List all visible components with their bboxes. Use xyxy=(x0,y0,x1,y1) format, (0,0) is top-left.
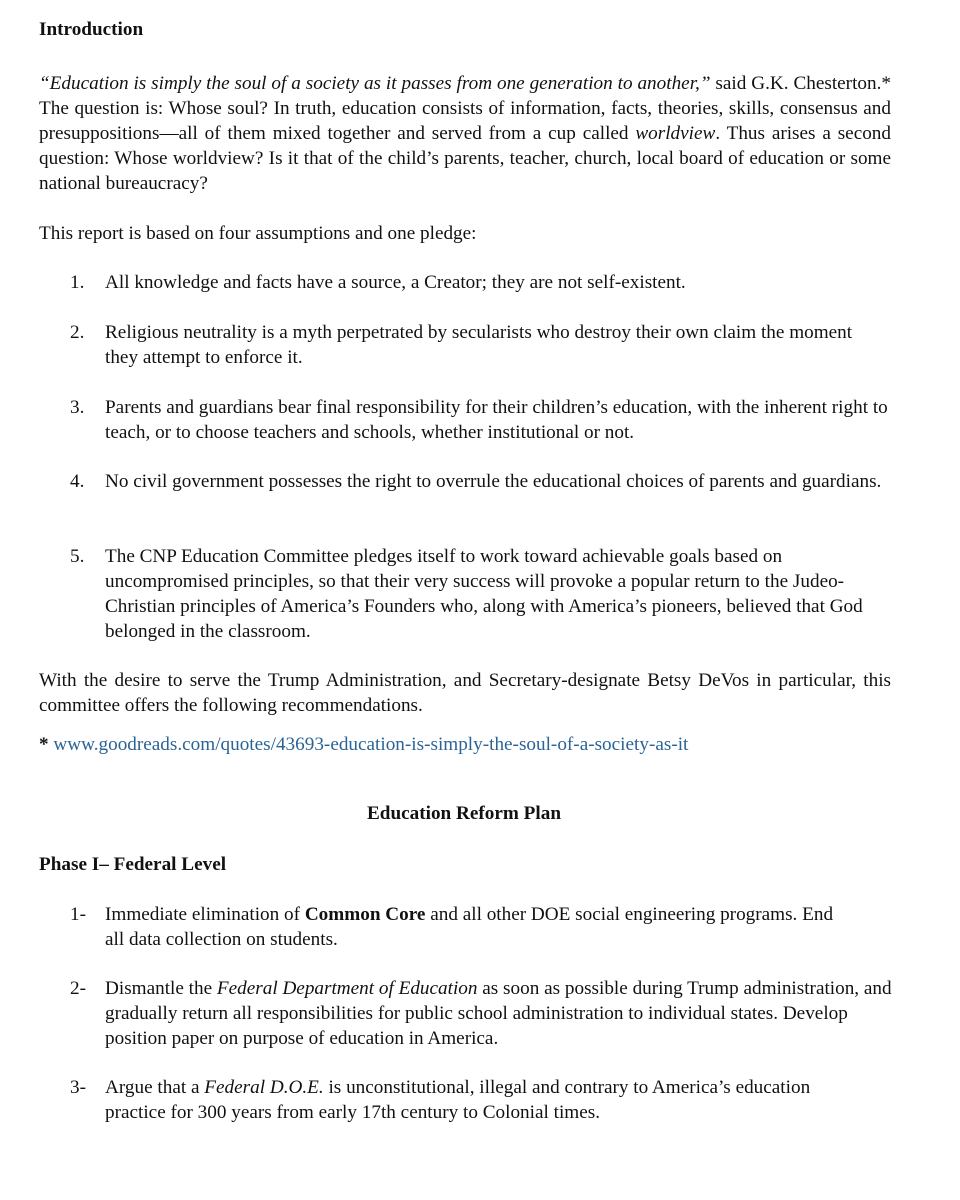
list-item-number: 5. xyxy=(70,546,85,567)
footnote-mark: * xyxy=(39,734,49,755)
list-item: Religious neutrality is a myth perpetrated by secularists who destroy their own claim the moment they attempt to enforce it. xyxy=(105,322,853,368)
closing-paragraph: With the desire to serve the Trump Administration, and Secretary-designate Betsy DeVos in particular, this committee offers the following recommendations. xyxy=(39,670,891,716)
intro-text-b: . Thus arises a second question: Whose worldview? Is it that of the child’s parents, teacher, church, local board of education or some national bureaucracy? xyxy=(39,123,891,194)
plan-item-text: Immediate elimination of xyxy=(105,904,305,925)
list-item-number: 3. xyxy=(70,397,85,418)
plan-item-text: and all other DOE social engineering programs. End all data collection on students. xyxy=(105,904,834,950)
chesterton-quote: “Education is simply the soul of a society as it passes from one generation to another,” xyxy=(39,73,711,94)
list-item: All knowledge and facts have a source, a Creator; they are not self-existent. xyxy=(105,272,686,293)
plan-item-number: 1- xyxy=(70,904,86,925)
plan-item-text: as soon as possible during Trump administration, and gradually return all responsibilities for public school administration to individual states. Develop position paper on purpose of education in America. xyxy=(105,978,892,1049)
plan-item xyxy=(105,1075,835,1125)
list-item-number: 4. xyxy=(70,471,85,492)
common-core-term: Common Core xyxy=(304,904,426,925)
plan-item-text: Argue that a xyxy=(105,1077,205,1098)
federal-doe-term: Federal Department of Education xyxy=(216,978,478,999)
list-item: No civil government possesses the right to overrule the educational choices of parents and guardians. xyxy=(105,471,882,492)
footnote xyxy=(39,732,891,757)
list-item: The CNP Education Committee pledges itself to work toward achievable goals based on uncompromised principles, so that their very success will provoke a popular return to the Judeo-Christian principles of America’s Founders who, along with America’s pioneers, believed that God belonged in the classroom. xyxy=(105,546,863,642)
list-item-number: 2. xyxy=(70,322,85,343)
plan-item-number: 2- xyxy=(70,978,86,999)
plan-item-text: is unconstitutional, illegal and contrary to America’s education practice for 300 years from early 17th century to Colonial times. xyxy=(105,1077,811,1123)
plan-title: Education Reform Plan xyxy=(366,803,561,824)
plan-item-number: 3- xyxy=(70,1077,86,1098)
federal-doe-abbrev-term: Federal D.O.E. xyxy=(204,1077,324,1098)
footnote-link[interactable]: www.goodreads.com/quotes/43693-education-is-simply-the-soul-of-a-society-as-it xyxy=(53,734,689,755)
plan-item-text: Dismantle the xyxy=(105,978,217,999)
plan-item xyxy=(105,902,845,952)
phase-heading: Phase I– Federal Level xyxy=(39,854,227,875)
intro-text-a: said G.K. Chesterton.* The question is: Whose soul? In truth, education consists of information, facts, theories, skills, consensus and presuppositions—all of them mixed together and served from a cup called xyxy=(39,73,891,144)
plan-item xyxy=(105,976,895,1051)
list-item-number: 1. xyxy=(70,272,85,293)
intro-heading: Introduction xyxy=(39,19,144,40)
assumptions-lead: This report is based on four assumptions and one pledge: xyxy=(39,223,477,244)
intro-paragraph xyxy=(39,71,891,196)
worldview-term: worldview xyxy=(635,123,716,144)
list-item: Parents and guardians bear final responsibility for their children’s education, with the inherent right to teach, or to choose teachers and schools, whether institutional or not. xyxy=(105,397,888,443)
